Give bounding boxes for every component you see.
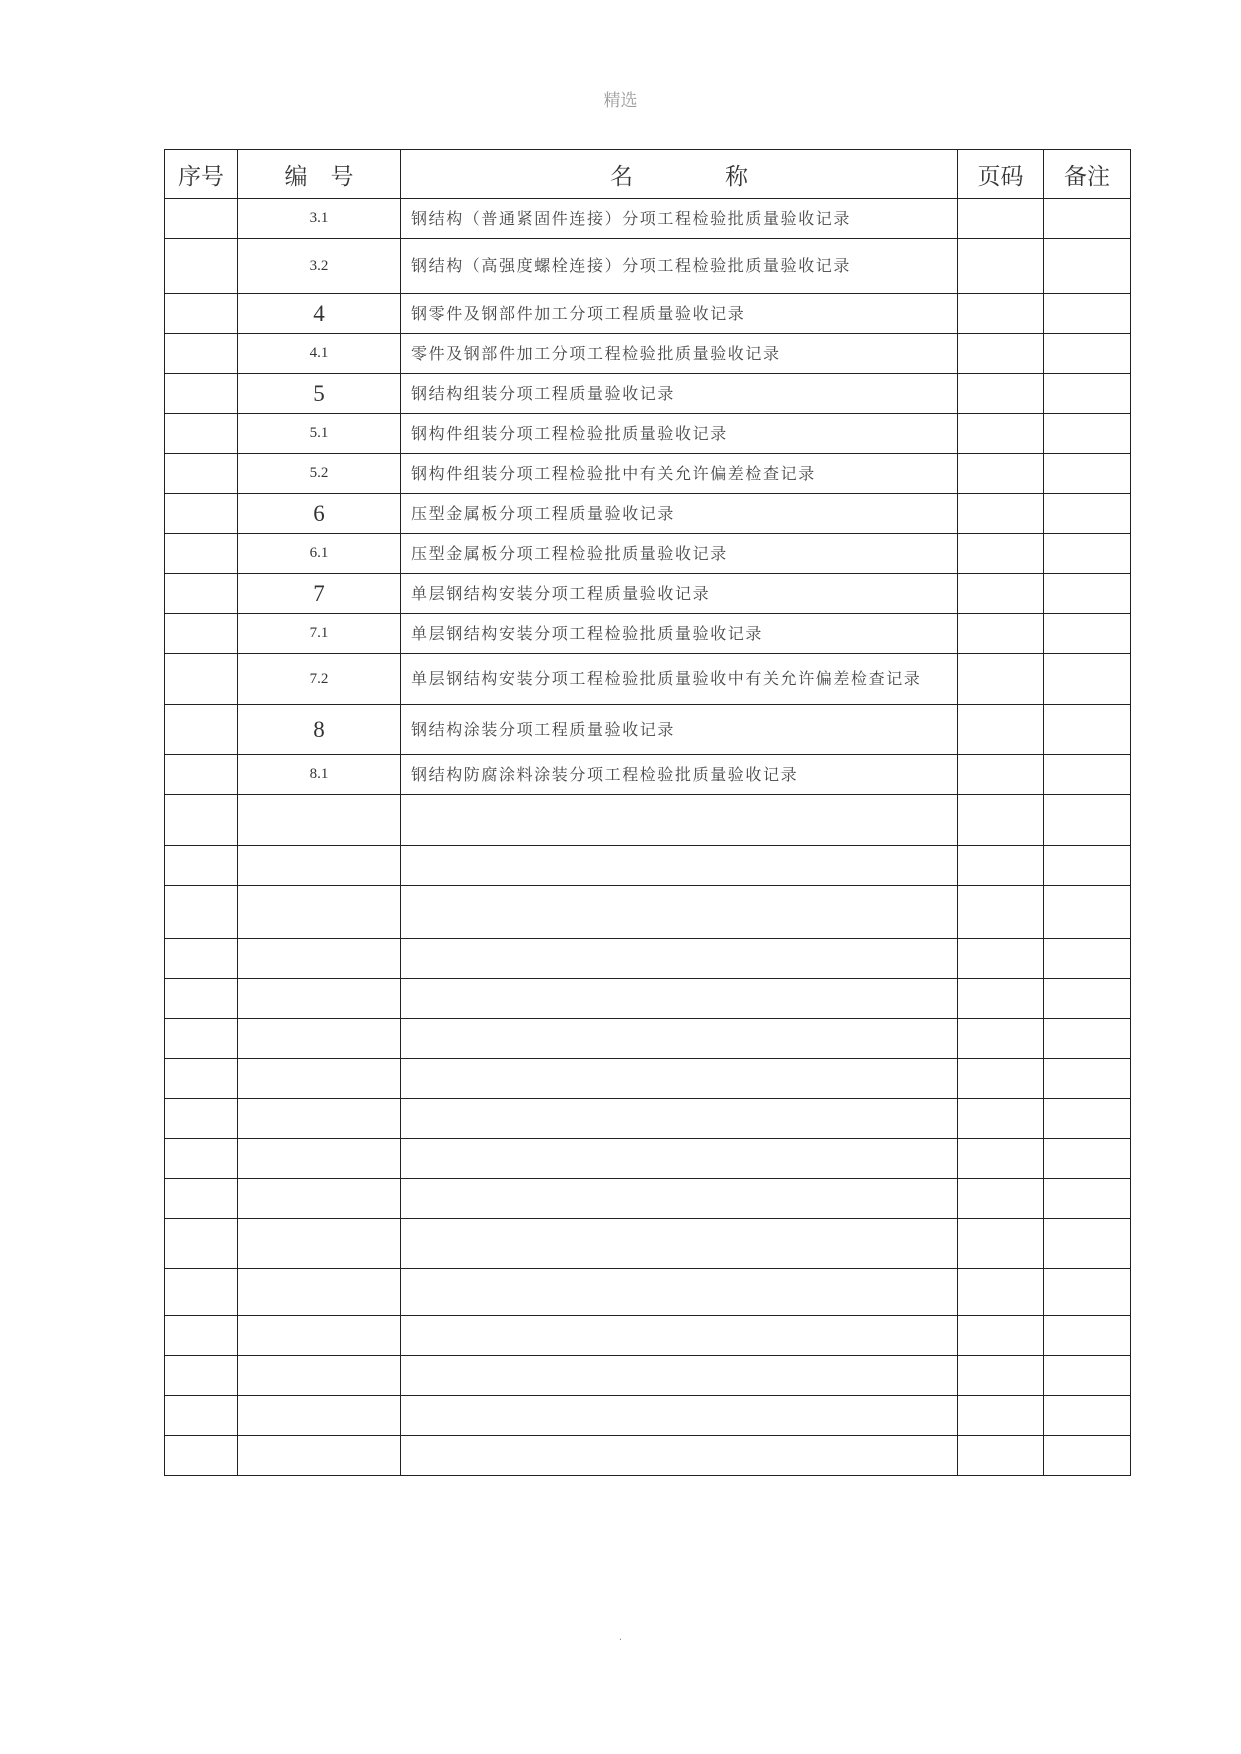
row-page-cell (958, 239, 1044, 294)
row-seq-cell (165, 1179, 238, 1219)
row-page-cell (958, 1099, 1044, 1139)
row-seq-cell (165, 755, 238, 795)
row-note-cell (1044, 239, 1131, 294)
row-code-cell (238, 886, 401, 939)
row-seq-cell (165, 1356, 238, 1396)
row-seq-cell (165, 374, 238, 414)
table-row (165, 454, 1131, 494)
table-row (165, 939, 1131, 979)
row-page-cell (958, 1396, 1044, 1436)
row-code-cell: 4 (238, 294, 401, 334)
row-note-cell (1044, 1059, 1131, 1099)
row-note-cell (1044, 1099, 1131, 1139)
row-seq-cell (165, 846, 238, 886)
row-seq-cell (165, 239, 238, 294)
row-seq-cell (165, 654, 238, 705)
row-seq-cell (165, 494, 238, 534)
row-name-cell (401, 1436, 958, 1476)
row-page-cell (958, 574, 1044, 614)
row-code-cell (238, 1179, 401, 1219)
row-page-cell (958, 1356, 1044, 1396)
row-seq-cell (165, 294, 238, 334)
row-page-cell (958, 755, 1044, 795)
row-code-cell (238, 1436, 401, 1476)
table-row (165, 534, 1131, 574)
row-note-cell (1044, 614, 1131, 654)
table-row (165, 886, 1131, 939)
table-row (165, 294, 1131, 334)
row-name-cell (401, 1099, 958, 1139)
row-code-cell (238, 939, 401, 979)
row-name-cell (401, 1396, 958, 1436)
table-row (165, 1396, 1131, 1436)
row-code-cell (238, 795, 401, 846)
row-code-cell: 5 (238, 374, 401, 414)
table-row (165, 1269, 1131, 1316)
column-header-code: 编 号 (238, 150, 401, 199)
table-row (165, 1356, 1131, 1396)
row-page-cell (958, 199, 1044, 239)
table-row (165, 654, 1131, 705)
row-seq-cell (165, 979, 238, 1019)
row-page-cell (958, 374, 1044, 414)
row-page-cell (958, 534, 1044, 574)
row-code-cell: 6.1 (238, 534, 401, 574)
row-name-cell (401, 886, 958, 939)
row-seq-cell (165, 574, 238, 614)
row-page-cell (958, 1316, 1044, 1356)
row-page-cell (958, 1179, 1044, 1219)
row-name-cell (401, 1219, 958, 1269)
row-seq-cell (165, 1059, 238, 1099)
row-seq-cell (165, 1269, 238, 1316)
row-name-cell: 单层钢结构安装分项工程检验批质量验收中有关允许偏差检查记录 (401, 654, 958, 705)
table-header-row (165, 150, 1131, 199)
row-note-cell (1044, 1356, 1131, 1396)
row-name-cell: 零件及钢部件加工分项工程检验批质量验收记录 (401, 334, 958, 374)
table-row (165, 1436, 1131, 1476)
row-name-cell: 钢结构组装分项工程质量验收记录 (401, 374, 958, 414)
row-seq-cell (165, 1436, 238, 1476)
row-note-cell (1044, 939, 1131, 979)
row-page-cell (958, 494, 1044, 534)
row-name-cell: 钢构件组装分项工程检验批中有关允许偏差检查记录 (401, 454, 958, 494)
row-page-cell (958, 1269, 1044, 1316)
row-seq-cell (165, 1139, 238, 1179)
row-page-cell (958, 414, 1044, 454)
row-page-cell (958, 846, 1044, 886)
row-name-cell: 钢结构（高强度螺栓连接）分项工程检验批质量验收记录 (401, 239, 958, 294)
table-row (165, 755, 1131, 795)
row-seq-cell (165, 795, 238, 846)
row-note-cell (1044, 534, 1131, 574)
row-seq-cell (165, 886, 238, 939)
column-header-name: 名 称 (401, 150, 958, 199)
column-header-note: 备注 (1044, 150, 1131, 199)
table-row (165, 846, 1131, 886)
row-code-cell (238, 1059, 401, 1099)
row-name-cell: 压型金属板分项工程检验批质量验收记录 (401, 534, 958, 574)
row-code-cell: 3.1 (238, 199, 401, 239)
row-name-cell (401, 1019, 958, 1059)
column-header-page: 页码 (958, 150, 1044, 199)
row-note-cell (1044, 454, 1131, 494)
row-code-cell: 7.2 (238, 654, 401, 705)
row-code-cell (238, 1019, 401, 1059)
row-seq-cell (165, 1396, 238, 1436)
table-row (165, 414, 1131, 454)
row-name-cell: 钢结构防腐涂料涂装分项工程检验批质量验收记录 (401, 755, 958, 795)
row-note-cell (1044, 574, 1131, 614)
row-note-cell (1044, 1316, 1131, 1356)
row-page-cell (958, 705, 1044, 755)
row-code-cell: 7.1 (238, 614, 401, 654)
table-row (165, 1139, 1131, 1179)
row-name-cell (401, 846, 958, 886)
row-code-cell (238, 1316, 401, 1356)
row-code-cell: 8 (238, 705, 401, 755)
row-code-cell: 5.2 (238, 454, 401, 494)
row-name-cell: 钢构件组装分项工程检验批质量验收记录 (401, 414, 958, 454)
row-code-cell (238, 1356, 401, 1396)
row-note-cell (1044, 199, 1131, 239)
row-name-cell (401, 1139, 958, 1179)
row-code-cell (238, 1269, 401, 1316)
row-code-cell (238, 1099, 401, 1139)
row-name-cell (401, 939, 958, 979)
table-row (165, 614, 1131, 654)
table-row (165, 1219, 1131, 1269)
row-code-cell (238, 846, 401, 886)
row-name-cell (401, 1316, 958, 1356)
row-seq-cell (165, 199, 238, 239)
row-note-cell (1044, 1139, 1131, 1179)
row-name-cell: 钢结构（普通紧固件连接）分项工程检验批质量验收记录 (401, 199, 958, 239)
row-name-cell (401, 1059, 958, 1099)
row-code-cell: 7 (238, 574, 401, 614)
row-note-cell (1044, 846, 1131, 886)
table-row (165, 1099, 1131, 1139)
row-code-cell (238, 1219, 401, 1269)
table-row (165, 979, 1131, 1019)
row-seq-cell (165, 534, 238, 574)
row-note-cell (1044, 294, 1131, 334)
row-seq-cell (165, 939, 238, 979)
row-code-cell: 6 (238, 494, 401, 534)
row-page-cell (958, 939, 1044, 979)
row-code-cell: 8.1 (238, 755, 401, 795)
table-body (165, 199, 1131, 1476)
row-name-cell: 单层钢结构安装分项工程检验批质量验收记录 (401, 614, 958, 654)
row-note-cell (1044, 414, 1131, 454)
row-note-cell (1044, 705, 1131, 755)
row-code-cell: 5.1 (238, 414, 401, 454)
row-page-cell (958, 1019, 1044, 1059)
page-header: 精选 (603, 91, 638, 111)
row-page-cell (958, 979, 1044, 1019)
page-footer: . (618, 1632, 623, 1643)
row-page-cell (958, 795, 1044, 846)
row-page-cell (958, 294, 1044, 334)
row-page-cell (958, 1219, 1044, 1269)
table-row (165, 199, 1131, 239)
table-row (165, 334, 1131, 374)
row-seq-cell (165, 454, 238, 494)
row-note-cell (1044, 1436, 1131, 1476)
row-page-cell (958, 334, 1044, 374)
row-seq-cell (165, 705, 238, 755)
row-name-cell (401, 1269, 958, 1316)
row-note-cell (1044, 1019, 1131, 1059)
table-row (165, 1019, 1131, 1059)
row-code-cell: 4.1 (238, 334, 401, 374)
row-seq-cell (165, 1316, 238, 1356)
table-row (165, 1316, 1131, 1356)
row-seq-cell (165, 614, 238, 654)
table-row (165, 574, 1131, 614)
table-row (165, 1059, 1131, 1099)
row-name-cell (401, 795, 958, 846)
row-seq-cell (165, 414, 238, 454)
row-name-cell: 钢零件及钢部件加工分项工程质量验收记录 (401, 294, 958, 334)
row-name-cell (401, 979, 958, 1019)
table-row (165, 795, 1131, 846)
row-page-cell (958, 1139, 1044, 1179)
column-header-seq: 序号 (165, 150, 238, 199)
row-name-cell: 钢结构涂装分项工程质量验收记录 (401, 705, 958, 755)
row-note-cell (1044, 334, 1131, 374)
row-note-cell (1044, 755, 1131, 795)
row-note-cell (1044, 1396, 1131, 1436)
row-name-cell: 压型金属板分项工程质量验收记录 (401, 494, 958, 534)
row-note-cell (1044, 374, 1131, 414)
row-name-cell: 单层钢结构安装分项工程质量验收记录 (401, 574, 958, 614)
row-page-cell (958, 886, 1044, 939)
row-code-cell: 3.2 (238, 239, 401, 294)
row-note-cell (1044, 1219, 1131, 1269)
table-row (165, 374, 1131, 414)
row-page-cell (958, 614, 1044, 654)
row-page-cell (958, 654, 1044, 705)
row-note-cell (1044, 1179, 1131, 1219)
row-name-cell (401, 1356, 958, 1396)
table-row (165, 1179, 1131, 1219)
row-seq-cell (165, 1019, 238, 1059)
row-code-cell (238, 979, 401, 1019)
row-code-cell (238, 1396, 401, 1436)
row-note-cell (1044, 795, 1131, 846)
row-note-cell (1044, 654, 1131, 705)
row-note-cell (1044, 1269, 1131, 1316)
row-page-cell (958, 454, 1044, 494)
row-seq-cell (165, 334, 238, 374)
row-note-cell (1044, 494, 1131, 534)
table-row (165, 494, 1131, 534)
row-page-cell (958, 1059, 1044, 1099)
table-row (165, 239, 1131, 294)
row-note-cell (1044, 886, 1131, 939)
row-seq-cell (165, 1219, 238, 1269)
row-page-cell (958, 1436, 1044, 1476)
table-row (165, 705, 1131, 755)
row-note-cell (1044, 979, 1131, 1019)
row-name-cell (401, 1179, 958, 1219)
row-seq-cell (165, 1099, 238, 1139)
index-table (164, 149, 1131, 1476)
row-code-cell (238, 1139, 401, 1179)
